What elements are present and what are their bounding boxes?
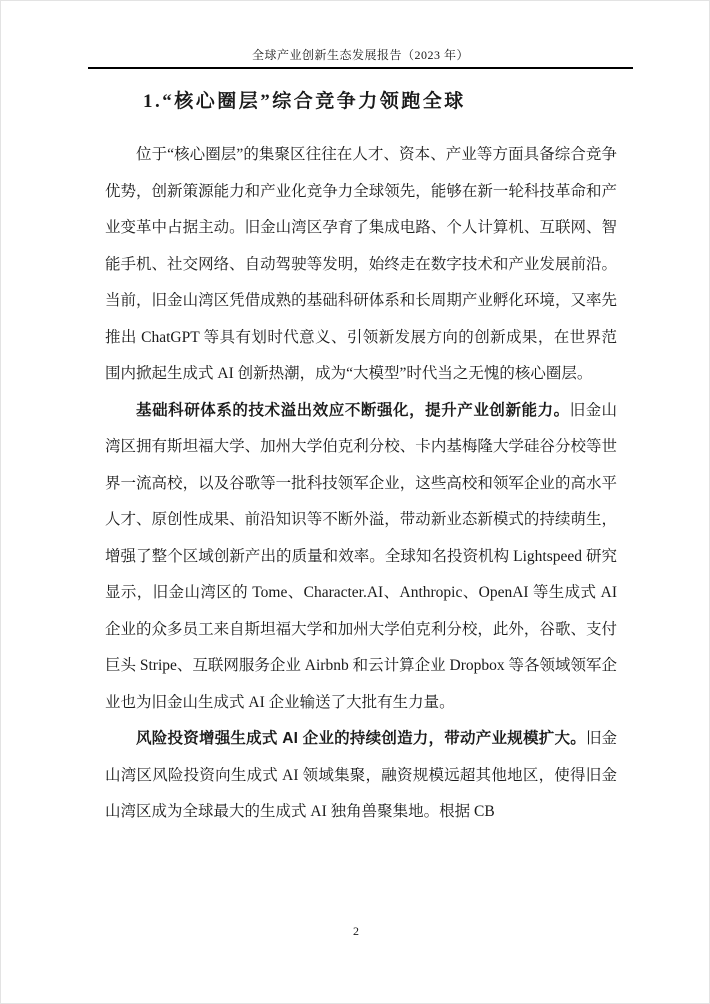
body-content xyxy=(105,137,617,831)
page-number: 2 xyxy=(353,924,359,938)
paragraph xyxy=(105,721,617,831)
paragraph-text: 位于“核心圈层”的集聚区往往在人才、资本、产业等方面具备综合竞争优势，创新策源能力和产业化竞争力全球领先，能够在新一轮科技革命和产业变革中占据主动。旧金山湾区孕育了集成电路、个人计算机、互联网、智能手机、社交网络、自动驾驶等发明，始终走在数字技术和产业发展前沿。当前，旧金山湾区凭借成熟的基础科研体系和长周期产业孵化环境，又率先推出 ChatGPT 等具有划时代意义、引领新发展方向的创新成果，在世界范围内掀起生成式 AI 创新热潮，成为“大模型”时代当之无愧的核心圈层。 xyxy=(105,146,617,382)
section-heading: 1.“核心圈层”综合竞争力领跑全球 xyxy=(143,91,466,112)
paragraph xyxy=(105,393,617,722)
report-title: 全球产业创新生态发展报告（2023 年） xyxy=(251,48,469,62)
paragraph-text: 旧金山湾区拥有斯坦福大学、加州大学伯克利分校、卡内基梅隆大学硅谷分校等世界一流高校，以及谷歌等一批科技领军企业，这些高校和领军企业的高水平人才、原创性成果、前沿知识等不断外溢，带动新业态新模式的持续萌生，增强了整个区域创新产出的质量和效率。全球知名投资机构 Lightspeed 研究显示，旧金山湾区的 Tome、Character.AI、Anthropic、OpenAI 等生成式 AI 企业的众多员工来自斯坦福大学和加州大学伯克利分校，此外，谷歌、支付巨头 Stripe、互联网服务企业 Airbnb 和云计算企业 Dropbox 等各领域领军企业也为旧金山生成式 AI 企业输送了大批有生力量。 xyxy=(105,401,617,711)
page-footer xyxy=(1,924,710,939)
paragraph-lead: 风险投资增强生成式 AI 企业的持续创造力，带动产业规模扩大。 xyxy=(136,730,586,747)
paragraph xyxy=(105,137,617,393)
paragraph-text: 旧金山湾区风险投资向生成式 AI 领域集聚，融资规模远超其他地区，使得旧金山湾区成为全球最大的生成式 AI 独角兽聚集地。根据 CB xyxy=(105,730,617,820)
page-header xyxy=(88,1,633,69)
paragraph-lead: 基础科研体系的技术溢出效应不断强化，提升产业创新能力。 xyxy=(136,401,570,419)
